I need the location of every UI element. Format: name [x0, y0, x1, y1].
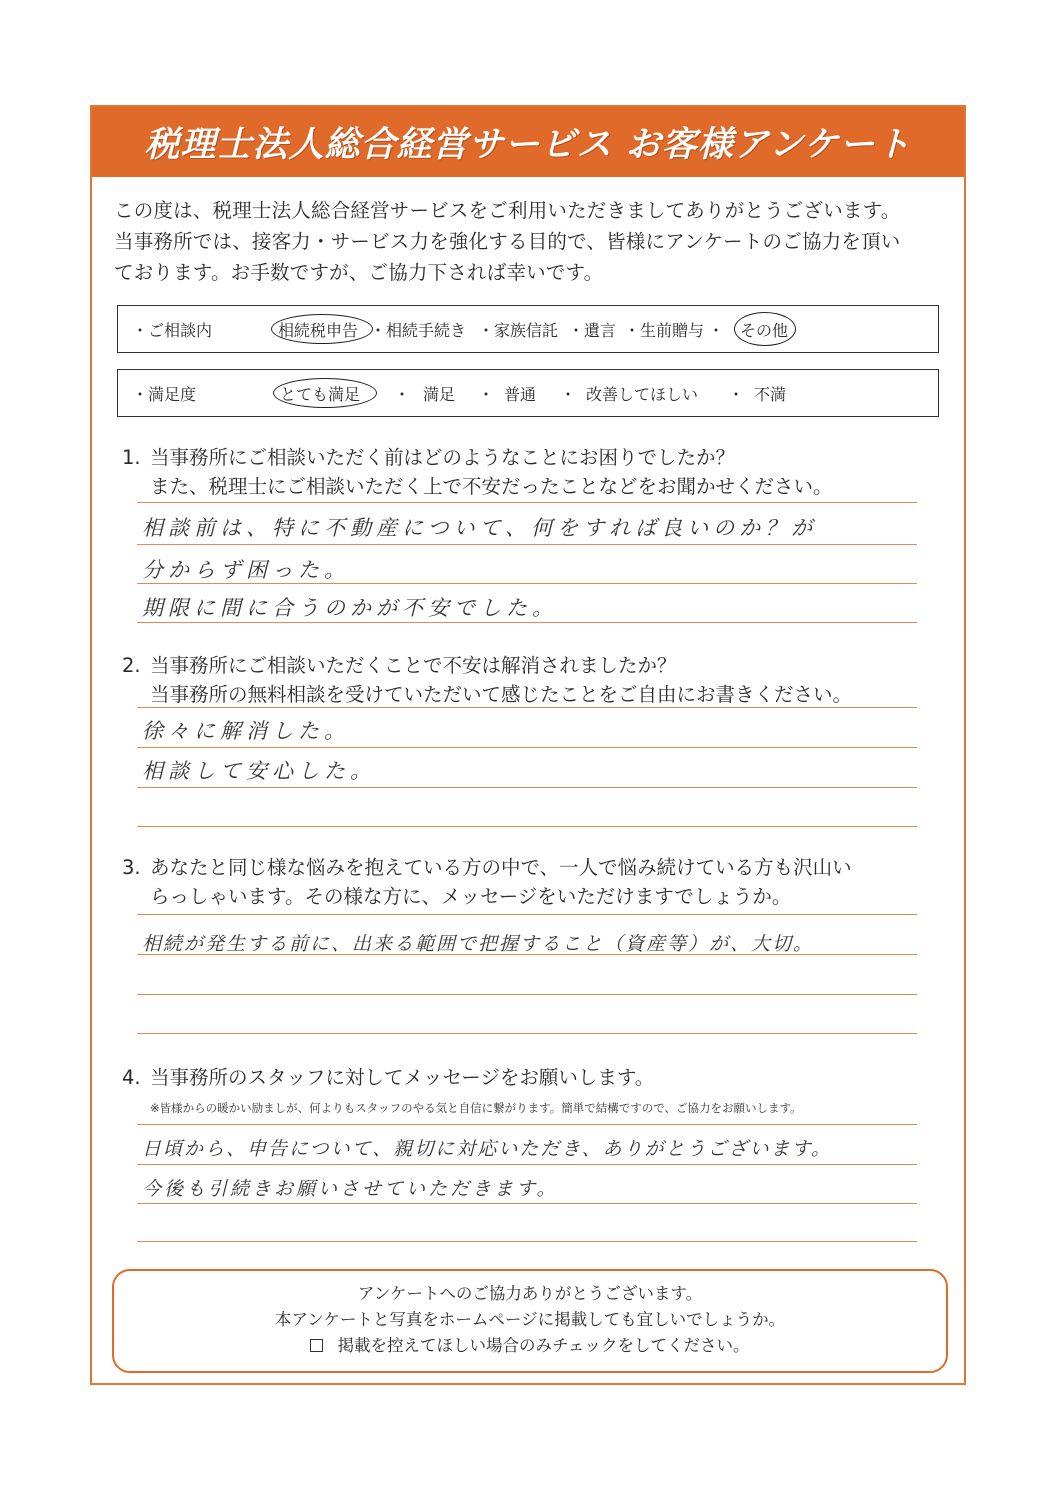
handwritten-answer: 相続が発生する前に、出来る範囲で把握すること（資産等）が、大切。	[142, 933, 815, 955]
answer-line	[137, 707, 917, 708]
question-2	[122, 651, 852, 709]
question-text: あなたと同じ様な悩みを抱えている方の中で、一人で悩み続けている方も沢山い	[150, 856, 852, 879]
option-satisfied[interactable]: 満足	[423, 385, 456, 404]
intro-text	[114, 195, 954, 288]
question-1	[122, 443, 833, 501]
satisfaction-label: ・満足度	[132, 385, 197, 404]
question-3	[122, 853, 852, 911]
form-title: 税理士法人総合経営サービス お客様アンケート	[144, 125, 912, 165]
answer-line	[137, 502, 917, 503]
option-separator: ・	[394, 385, 411, 404]
footer-checkbox-row	[114, 1333, 946, 1359]
question-4	[122, 1063, 654, 1092]
answer-line	[137, 544, 917, 545]
question-number: 2.	[122, 654, 141, 677]
question-note: ※皆様からの暖かい励ましが、何よりもスタッフのやる気と自信に繋がります。簡単で結構ですので、ご協力をお願いします。	[150, 1101, 802, 1115]
option-will[interactable]: ・遺言	[568, 321, 617, 340]
answer-line	[137, 583, 917, 584]
question-number: 3.	[122, 856, 141, 879]
satisfaction-box	[117, 369, 939, 417]
checkbox-label: 掲載を控えてほしい場合のみチェックをしてください。	[337, 1336, 750, 1355]
question-number: 4.	[122, 1066, 141, 1089]
handwritten-answer: 相談して安心した。	[142, 759, 376, 783]
option-separator: ・	[560, 385, 577, 404]
handwritten-answer: 相談前は、特に不動産について、何をすれば良いのか？が	[142, 516, 818, 540]
footer-box	[112, 1269, 948, 1373]
question-text: また、税理士にご相談いただく上で不安だったことなどをお聞かせください。	[150, 475, 833, 498]
answer-line	[137, 1033, 917, 1034]
question-text: 当事務所にご相談いただく前はどのようなことにお困りでしたか？	[150, 446, 736, 469]
option-inheritance-procedures[interactable]: ・相続手続き	[370, 321, 467, 340]
handwritten-answer: 期限に間に合うのかが不安でした。	[142, 596, 558, 620]
option-average[interactable]: 普通	[504, 385, 537, 404]
answer-line	[137, 787, 917, 788]
answer-line	[137, 1241, 917, 1242]
answer-line	[137, 954, 917, 955]
consultation-label: ・ご相談内	[132, 321, 213, 340]
handwritten-answer: 今後も引続きお願いさせていただきます。	[142, 1178, 559, 1200]
consultation-box	[117, 305, 939, 353]
intro-line: 当事務所では、接客力・サービス力を強化する目的で、皆様にアンケートのご協力を頂い	[114, 230, 901, 253]
question-number: 1.	[122, 446, 141, 469]
intro-line: ております。お手数ですが、ご協力下されば幸いです。	[114, 261, 604, 284]
question-text: 当事務所のスタッフに対してメッセージをお願いします。	[150, 1066, 655, 1089]
option-other[interactable]: その他	[740, 321, 789, 340]
answer-line	[137, 914, 917, 915]
answer-line	[137, 622, 917, 623]
intro-line: この度は、税理士法人総合経営サービスをご利用いただきましてありがとうございます。	[114, 199, 901, 222]
selection-circle	[271, 314, 373, 344]
option-very-satisfied[interactable]: とても満足	[280, 385, 361, 404]
handwritten-answer: 徐々に解消した。	[142, 719, 350, 743]
survey-form	[90, 105, 966, 1385]
selection-circle	[273, 378, 377, 408]
publish-opt-out-checkbox[interactable]	[310, 1339, 323, 1352]
footer-question: 本アンケートと写真をホームページに掲載しても宜しいでしょうか。	[274, 1310, 786, 1329]
question-text: 当事務所の無料相談を受けていただいて感じたことをご自由にお書きください。	[150, 683, 853, 706]
answer-line	[137, 747, 917, 748]
handwritten-answer: 分からず困った。	[142, 558, 350, 582]
handwritten-answer: 日頃から、申告について、親切に対応いただき、ありがとうございます。	[142, 1138, 832, 1160]
answer-line	[137, 1124, 917, 1125]
answer-line	[137, 1203, 917, 1204]
footer-thanks: アンケートへのご協力ありがとうございます。	[357, 1284, 703, 1303]
option-family-trust[interactable]: ・家族信託	[478, 321, 559, 340]
option-needs-improvement[interactable]: 改善してほしい	[586, 385, 699, 404]
form-header	[92, 107, 964, 177]
question-text: 当事務所にご相談いただくことで不安は解消されましたか？	[150, 654, 677, 677]
option-dissatisfied[interactable]: 不満	[754, 385, 787, 404]
answer-line	[137, 994, 917, 995]
answer-line	[137, 1164, 917, 1165]
option-inheritance-tax-return[interactable]: 相続税申告	[278, 321, 359, 340]
answer-line	[137, 826, 917, 827]
option-separator: ・	[708, 321, 725, 340]
question-text: らっしゃいます。その様な方に、メッセージをいただけますでしょうか。	[150, 885, 792, 908]
selection-circle	[734, 312, 796, 346]
option-separator: ・	[728, 385, 745, 404]
option-lifetime-gift[interactable]: ・生前贈与	[624, 321, 705, 340]
option-separator: ・	[478, 385, 495, 404]
